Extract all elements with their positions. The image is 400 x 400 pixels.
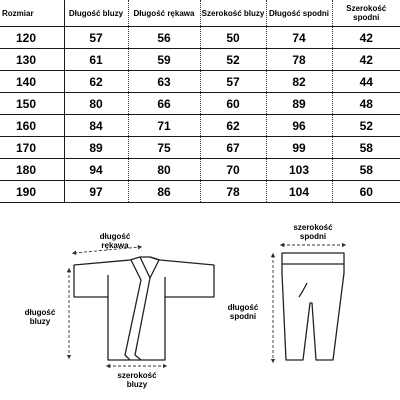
cell-jacket-width: 67	[200, 137, 266, 159]
label-sleeve-length: długość rękawa	[99, 232, 131, 250]
table-row	[0, 49, 400, 71]
cell-size: 190	[0, 181, 64, 203]
cell-jacket-width: 70	[200, 159, 266, 181]
header-size: Rozmiar	[0, 0, 64, 27]
cell-size: 130	[0, 49, 64, 71]
cell-pants-width: 52	[332, 115, 400, 137]
cell-jacket-length: 89	[64, 137, 128, 159]
cell-pants-length: 82	[266, 71, 332, 93]
cell-sleeve-length: 59	[128, 49, 200, 71]
table-row	[0, 137, 400, 159]
table-row	[0, 93, 400, 115]
cell-pants-width: 58	[332, 137, 400, 159]
cell-size: 180	[0, 159, 64, 181]
jacket-outline	[74, 257, 214, 360]
cell-sleeve-length: 56	[128, 27, 200, 49]
cell-size: 160	[0, 115, 64, 137]
cell-pants-length: 99	[266, 137, 332, 159]
cell-jacket-width: 60	[200, 93, 266, 115]
cell-jacket-length: 61	[64, 49, 128, 71]
cell-sleeve-length: 86	[128, 181, 200, 203]
cell-jacket-width: 78	[200, 181, 266, 203]
table-header-row	[0, 0, 400, 27]
cell-pants-width: 42	[332, 49, 400, 71]
cell-jacket-length: 97	[64, 181, 128, 203]
cell-pants-width: 44	[332, 71, 400, 93]
cell-pants-length: 104	[266, 181, 332, 203]
cell-jacket-width: 50	[200, 27, 266, 49]
cell-jacket-length: 84	[64, 115, 128, 137]
cell-pants-length: 96	[266, 115, 332, 137]
cell-sleeve-length: 66	[128, 93, 200, 115]
cell-sleeve-length: 71	[128, 115, 200, 137]
cell-size: 140	[0, 71, 64, 93]
label-pants-width: szerokość spodni	[293, 223, 333, 241]
header-pants-width: Szerokość spodni	[332, 0, 400, 27]
cell-jacket-length: 57	[64, 27, 128, 49]
header-sleeve-length: Długość rękawa	[128, 0, 200, 27]
header-jacket-length: Długość bluzy	[64, 0, 128, 27]
cell-pants-length: 78	[266, 49, 332, 71]
cell-size: 170	[0, 137, 64, 159]
cell-size: 150	[0, 93, 64, 115]
cell-sleeve-length: 80	[128, 159, 200, 181]
cell-jacket-length: 80	[64, 93, 128, 115]
cell-jacket-length: 94	[64, 159, 128, 181]
table-row	[0, 181, 400, 203]
table-row	[0, 115, 400, 137]
cell-pants-width: 60	[332, 181, 400, 203]
header-jacket-width: Szerokość bluzy	[200, 0, 266, 27]
cell-pants-length: 74	[266, 27, 332, 49]
pants-outline	[282, 253, 344, 360]
cell-jacket-width: 62	[200, 115, 266, 137]
cell-pants-width: 48	[332, 93, 400, 115]
cell-sleeve-length: 63	[128, 71, 200, 93]
cell-pants-length: 103	[266, 159, 332, 181]
cell-jacket-width: 57	[200, 71, 266, 93]
cell-jacket-length: 62	[64, 71, 128, 93]
cell-jacket-width: 52	[200, 49, 266, 71]
cell-sleeve-length: 75	[128, 137, 200, 159]
cell-size: 120	[0, 27, 64, 49]
label-pants-length: długość spodni	[227, 303, 259, 321]
label-jacket-length: długość bluzy	[24, 308, 56, 326]
cell-pants-width: 58	[332, 159, 400, 181]
header-pants-length: Długość spodni	[266, 0, 332, 27]
cell-pants-length: 89	[266, 93, 332, 115]
cell-pants-width: 42	[332, 27, 400, 49]
table-row	[0, 71, 400, 93]
label-jacket-width: szerokość bluzy	[117, 371, 157, 389]
table-row	[0, 27, 400, 49]
table-row	[0, 159, 400, 181]
